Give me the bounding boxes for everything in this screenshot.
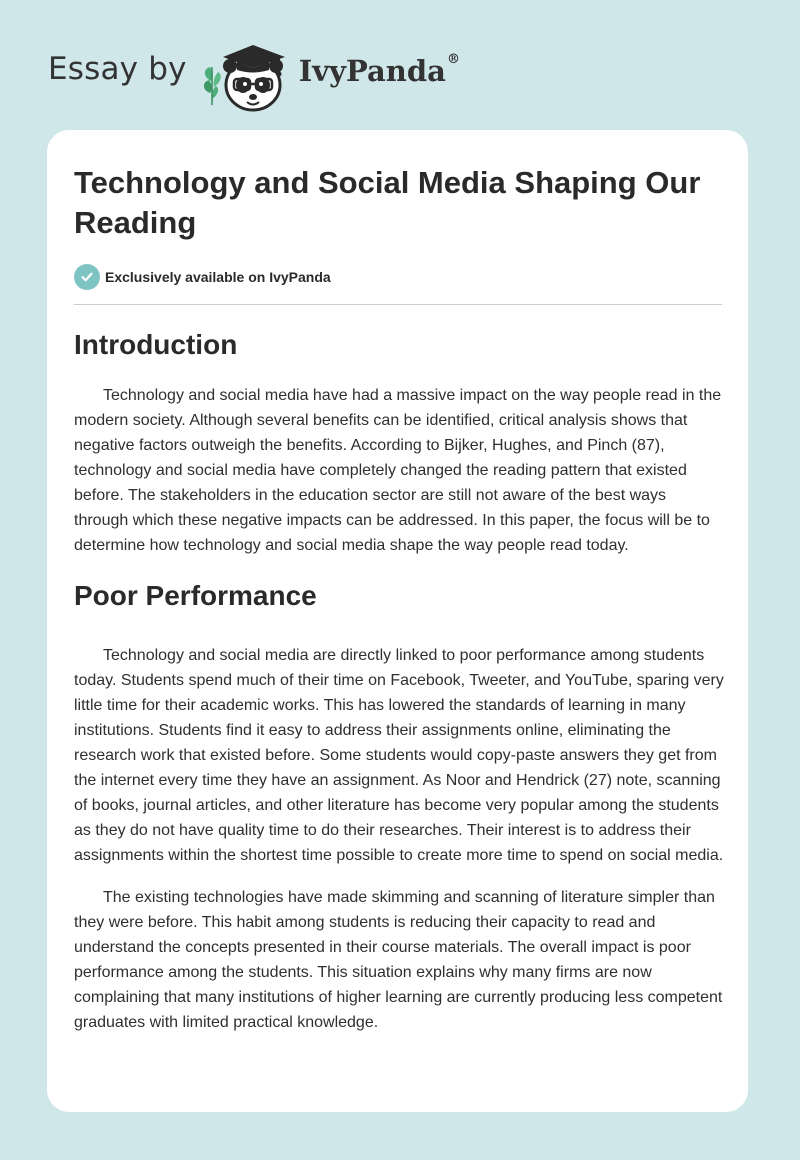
divider xyxy=(74,304,722,305)
paragraph: Technology and social media have had a massive impact on the way people read in the modern society. Although several benefits can be identified, critical analysis shows that negative factors outweigh the benefits. According to Bijker, Hughes, and Pinch (87), technology and social media have completely changed the reading pattern that existed before. The stakeholders in the education sector are still not aware of the best ways through which these negative impacts can be addressed. In this paper, the focus will be to determine how technology and social media shape the way people read today. xyxy=(74,387,722,554)
brand-text: IvyPanda xyxy=(298,54,446,88)
exclusive-label: Exclusively available on IvyPanda xyxy=(105,269,331,285)
page-title: Technology and Social Media Shaping Our Reading xyxy=(74,165,701,240)
brand-name[interactable] xyxy=(299,54,460,88)
panda-logo-icon[interactable] xyxy=(201,35,293,113)
panda-graduate-icon xyxy=(201,35,293,113)
paragraph: Technology and social media are directly linked to poor performance among students today. Students spend much of their time on Facebook, Tweeter, and YouTube, sparing very little time for their academic works. This has lowered the standards of learning in many institutions. Students find it easy to address their assignments online, eliminating the research work that existed before. Some students would copy-paste answers they get from the internet every time they have an assignment. As Noor and Hendrick (27) note, scanning of books, journal articles, and other literature has become very popular among the students as they do not have quality time to do their researches. Their interest is to address their assignments within the shortest time possible to create more time to spend on social media. xyxy=(74,647,724,864)
ivy-leaf-icon xyxy=(204,67,221,105)
site-header xyxy=(48,34,460,114)
exclusive-badge xyxy=(74,263,724,291)
paragraph: The existing technologies have made skimming and scanning of literature simpler than they were before. This habit among students is reducing their capacity to read and understand the concepts presented in their course materials. The overall impact is poor performance among the students. This situation explains why many firms are now complaining that many institutions of higher learning are currently producing less competent graduates with limited practical knowledge. xyxy=(74,889,723,1031)
essay-card xyxy=(47,130,748,1112)
essay-content xyxy=(74,163,724,1035)
section-heading-poor-performance: Poor Performance xyxy=(74,580,317,611)
section-heading-introduction: Introduction xyxy=(74,329,238,360)
registered-mark: ® xyxy=(446,52,460,67)
check-circle-icon xyxy=(74,264,100,290)
essay-by-label: Essay by xyxy=(48,51,187,87)
